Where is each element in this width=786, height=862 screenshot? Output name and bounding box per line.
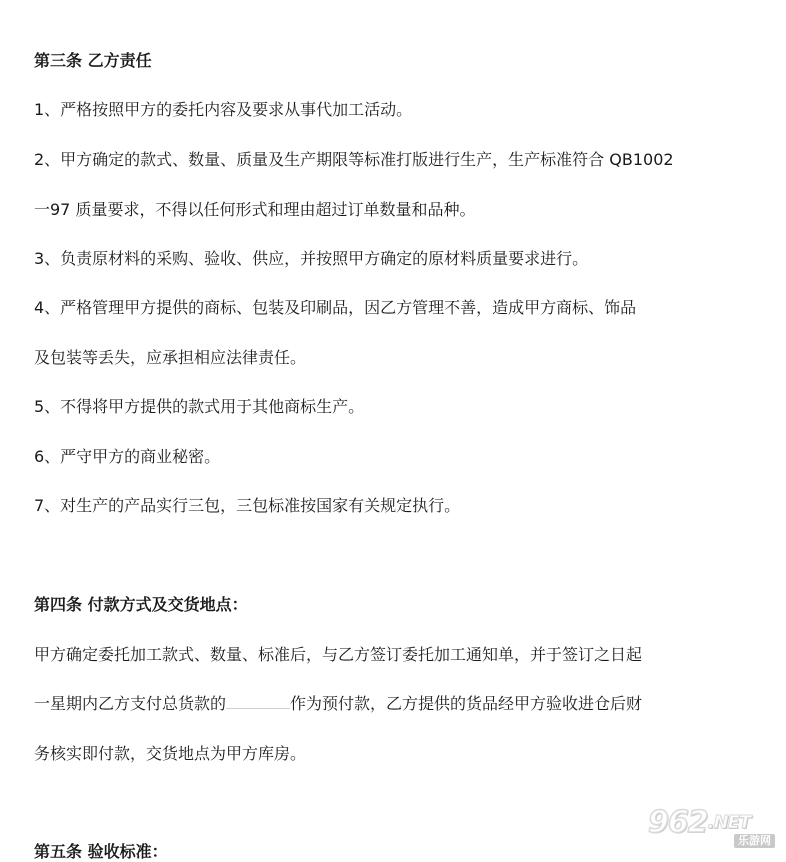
section-4-line-1: 甲方确定委托加工款式、数量、标准后，与乙方签订委托加工通知单，并于签订之日起: [34, 645, 643, 664]
section-3-item-4-cont: 及包装等丢失，应承担相应法律责任。: [34, 348, 307, 367]
prepayment-blank: [226, 694, 290, 709]
section-3-item-4: 4、严格管理甲方提供的商标、包装及印刷品，因乙方管理不善，造成甲方商标、饰品: [34, 298, 637, 317]
site-watermark: [648, 806, 782, 852]
section-4-heading: 第四条 付款方式及交货地点：: [34, 595, 248, 614]
section-3-item-2: 2、甲方确定的款式、数量、质量及生产期限等标准打版进行生产，生产标准符合 QB1002: [34, 150, 674, 169]
section-4-line-2-end: 作为预付款，乙方提供的货品经甲方验收进仓后财: [290, 694, 643, 713]
section-3-item-1: 1、严格按照甲方的委托内容及要求从事代加工活动。: [34, 100, 413, 119]
section-4-line-2: [34, 694, 642, 714]
section-4-line-3: 务核实即付款，交货地点为甲方库房。: [34, 744, 307, 763]
section-4-line-2-start: 一星期内乙方支付总货款的: [34, 694, 227, 713]
section-3-item-5: 5、不得将甲方提供的款式用于其他商标生产。: [34, 397, 365, 416]
section-3-item-6: 6、严守甲方的商业秘密。: [34, 447, 221, 466]
section-3-heading: 第三条 乙方责任: [34, 51, 152, 70]
watermark-sub-label: 乐游网: [734, 834, 775, 848]
section-3-item-2-cont: 一97 质量要求，不得以任何形式和理由超过订单数量和品种。: [34, 200, 476, 219]
section-3-item-7: 7、对生产的产品实行三包，三包标准按国家有关规定执行。: [34, 496, 461, 515]
section-3-item-3: 3、负责原材料的采购、验收、供应，并按照甲方确定的原材料质量要求进行。: [34, 249, 589, 268]
watermark-logo: $962^{.NET}$: [648, 805, 751, 840]
section-5-heading: 第五条 验收标准：: [34, 842, 168, 861]
